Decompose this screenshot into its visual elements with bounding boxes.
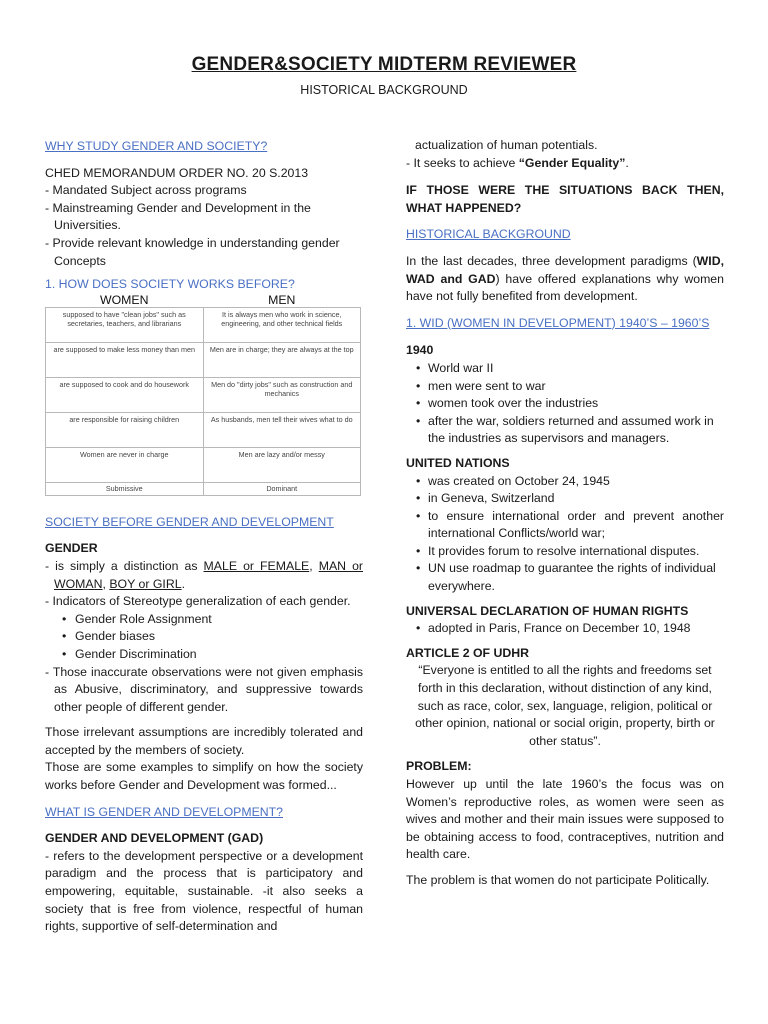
ched-heading: CHED MEMORANDUM ORDER NO. 20 S.2013 — [45, 165, 309, 180]
text-span: - is simply a distinction as — [45, 558, 204, 573]
list-item: • after the war, soldiers returned and assumed work in the industries as supervisors and managers. — [406, 413, 724, 448]
text-span: ) have offered explanations why women have not fully benefited from development. — [406, 271, 724, 304]
text-span: , — [309, 558, 319, 573]
list-item: • men were sent to war — [406, 378, 724, 396]
gender-bullet: • Gender Discrimination — [45, 646, 363, 664]
text-span: In the last decades, three development paradigms ( — [406, 253, 697, 268]
problem-text: However up until the late 1960’s the focus was on Women’s reproductive roles, as women were seen as wives and mother and their main issues were supposed to be obtaining access to food, contraceptives, nutrition and health care. — [406, 777, 724, 862]
gender-bullet: • Gender Role Assignment — [45, 611, 363, 629]
table-cell: As husbands, men tell their wives what to do — [203, 412, 361, 447]
table-cell: are supposed to make less money than men — [46, 342, 204, 377]
gender-equality-line — [406, 155, 724, 173]
list-item: • was created on October 24, 1945 — [406, 473, 724, 491]
text-span: . — [181, 576, 185, 591]
continued-text: actualization of human potentials. — [415, 138, 598, 152]
paragraph — [406, 253, 724, 306]
gad-heading: GENDER AND DEVELOPMENT (GAD) — [45, 831, 264, 846]
heading-what-is-gad: WHAT IS GENDER AND DEVELOPMENT? — [45, 804, 284, 819]
text-span: , — [102, 576, 110, 591]
table-cell: Men are lazy and/or messy — [203, 447, 361, 482]
table-cell: Men are in charge; they are always at the top — [203, 342, 361, 377]
table-row — [46, 482, 361, 495]
gender-roles-table — [45, 292, 361, 496]
table-cell: are supposed to cook and do housework — [46, 377, 204, 412]
table-row — [46, 307, 361, 342]
list-item: • UN use roadmap to guarantee the rights of individual everywhere. — [406, 560, 724, 595]
heading-wid: 1. WID (WOMEN IN DEVELOPMENT) 1940’S – 1960’S — [406, 315, 710, 330]
ched-item: - Mandated Subject across programs — [45, 183, 247, 198]
gender-heading: GENDER — [45, 541, 98, 556]
table-cell: supposed to have "clean jobs" such as secretaries, teachers, and librarians — [46, 307, 204, 342]
table-row — [46, 412, 361, 447]
paragraph: Those irrelevant assumptions are incredibly tolerated and accepted by the members of society. — [45, 725, 363, 757]
paragraph: Those are some examples to simplify on how the society works before Gender and Development was formed... — [45, 760, 363, 793]
gender-definition — [45, 558, 363, 593]
table-header-women: WOMEN — [100, 292, 149, 307]
udhr-heading: UNIVERSAL DECLARATION OF HUMAN RIGHTS — [406, 603, 689, 618]
document-title: GENDER&SOCIETY MIDTERM REVIEWER — [191, 54, 577, 75]
document-subtitle: HISTORICAL BACKGROUND — [300, 83, 468, 97]
table-cell: Dominant — [203, 482, 361, 495]
list-item: • to ensure international order and prevent another international Conflicts/world war; — [406, 508, 724, 543]
article2-heading: ARTICLE 2 OF UDHR — [406, 645, 529, 660]
table-cell: Women are never in charge — [46, 447, 204, 482]
ched-item: - Provide relevant knowledge in understanding gender Concepts — [45, 235, 340, 268]
table-row — [46, 377, 361, 412]
gad-definition: - refers to the development perspective or a development paradigm and the process that is participatory and empowering, equitable, sustainable. -it also seeks a society that is free from violence, respectful of human rights, supportive of self-determination and — [45, 848, 363, 934]
list-item: • in Geneva, Switzerland — [406, 490, 724, 508]
gender-bullet: • Gender biases — [45, 628, 363, 646]
year-heading: 1940 — [406, 343, 434, 358]
gender-observations: - Those inaccurate observations were not given emphasis as Abusive, discriminatory, and suppressive towards other people of different gender. — [45, 664, 363, 714]
table-row — [46, 447, 361, 482]
text-span: MAN or WOMAN — [54, 558, 363, 591]
left-column — [45, 138, 363, 936]
problem-text: The problem is that women do not participate Politically. — [406, 872, 710, 887]
text-span: BOY or GIRL — [109, 576, 182, 591]
list-item: • adopted in Paris, France on December 10, 1948 — [406, 620, 724, 638]
text-span: . — [625, 155, 629, 170]
article2-quote: “Everyone is entitled to all the rights and freedoms set forth in this declaration, without distinction of any kind, such as race, color, sex, language, religion, political or other opinion, national or social origin, property, birth or other status”. — [415, 663, 715, 748]
heading-historical-background: HISTORICAL BACKGROUND — [406, 227, 571, 242]
table-cell: It is always men who work in science, engineering, and other technical fields — [203, 307, 361, 342]
heading-society-before-gad: SOCIETY BEFORE GENDER AND DEVELOPMENT — [45, 514, 334, 529]
heading-why-study: WHY STUDY GENDER AND SOCIETY? — [45, 139, 268, 153]
question-heading: IF THOSE WERE THE SITUATIONS BACK THEN, WHAT HAPPENED? — [406, 183, 724, 215]
problem-heading: PROBLEM: — [406, 759, 472, 774]
table-cell: Men do "dirty jobs" such as construction and mechanics — [203, 377, 361, 412]
table-cell: are responsible for raising children — [46, 412, 204, 447]
list-item: • It provides forum to resolve international disputes. — [406, 543, 724, 561]
right-column — [406, 137, 724, 890]
un-heading: UNITED NATIONS — [406, 455, 510, 470]
heading-how-society-works: 1. HOW DOES SOCIETY WORKS BEFORE? — [45, 277, 295, 292]
text-span: MALE or FEMALE — [203, 558, 310, 573]
gender-indicators: - Indicators of Stereotype generalization of each gender. — [45, 594, 351, 609]
list-item: • World war II — [406, 360, 724, 378]
table-cell: Submissive — [46, 482, 204, 495]
text-span: WID, WAD and GAD — [406, 253, 724, 286]
table-header-men: MEN — [268, 292, 296, 307]
list-item: • women took over the industries — [406, 395, 724, 413]
text-span: “Gender Equality” — [518, 155, 626, 170]
table-row — [46, 342, 361, 377]
ched-item: - Mainstreaming Gender and Development in the Universities. — [45, 200, 311, 233]
text-span: - It seeks to achieve — [406, 155, 519, 170]
